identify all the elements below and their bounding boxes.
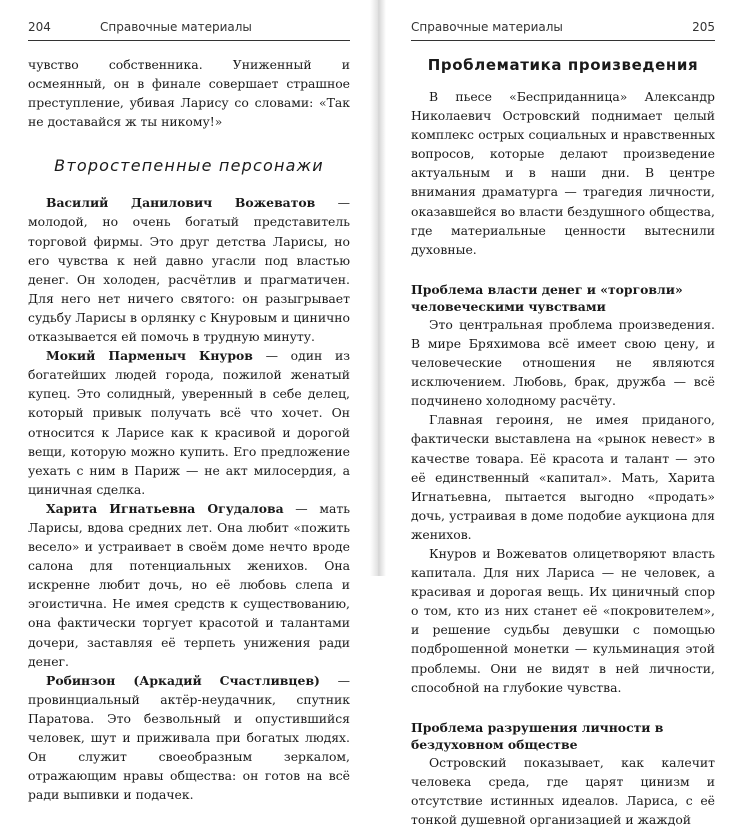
- running-title: Справочные материалы: [411, 20, 563, 34]
- page-number: 205: [692, 20, 715, 34]
- character-description: — провинциальный актёр-неудачник, спутник Паратова. Это безвольный и опустившийся человек, шут и приживала при богатых людях. Он служит своеобразным зеркалом, отражающим нравы общества: он готов на всё ради выпивки и подачек.: [28, 672, 350, 803]
- character-name: Василий Данилович Вожеватов: [46, 195, 316, 211]
- character-name: Харита Игнатьевна Огудалова: [46, 500, 284, 516]
- character-entry: [28, 193, 350, 346]
- body-paragraph: Это центральная проблема произведения. В мире Бряхимова всё имеет свою цену, и человеческие отношения не являются исключением. Любовь, брак, дружба — всё подчинено холодному расчёту.: [411, 316, 715, 409]
- character-name: Робинзон (Аркадий Счастливцев): [46, 672, 320, 688]
- left-page-content: [28, 55, 350, 804]
- section-title: Проблематика произведения: [427, 56, 699, 74]
- left-page-header: [28, 20, 350, 36]
- body-paragraph: Кнуров и Вожеватов олицетворяют власть капитала. Для них Лариса — не человек, а красивая и дорогая вещь. Их циничный спор о том, кто из них станет её «покровителем», и решение судьбы девушки с помощью подброшенной монетки — кульминация этой проблемы. Они не видят в ней личности, способной на глубокие чувства.: [411, 545, 715, 695]
- section-title: Второстепенные персонажи: [54, 156, 324, 176]
- character-description: — мать Ларисы, вдова средних лет. Она любит «пожить весело» и устраивает в своём доме нечто вроде салона для потенциальных женихов. Она искренне любит дочь, но её любовь слепа и эгоистична. Не имея средств к существованию, она фактически торгует красотой и талантами дочери, заставляя её терпеть унижения ради денег.: [28, 500, 350, 669]
- body-paragraph: Островский показывает, как калечит человека среда, где царят цинизм и отсутствие истинных идеалов. Лариса, с её тонкой душевной организацией и жаждой: [411, 754, 715, 827]
- page-number: 204: [28, 20, 51, 34]
- intro-paragraph: чувство собственника. Униженный и осмеянный, он в финале совершает страшное преступление, убивая Ларису со словами: «Так не доставайся ж ты никому!»: [28, 57, 350, 130]
- character-entry: [28, 346, 350, 499]
- intro-paragraph: В пьесе «Бесприданница» Александр Николаевич Островский поднимает целый комплекс острых социальных и нравственных вопросов, которые делают произведение актуальным и в наши дни. В центре внимания драматурга — трагедия личности, оказавшейся во власти бездушного общества, где материальные ценности вытеснили духовные.: [411, 89, 715, 257]
- subsection-heading: Проблема разрушения личности в бездуховном обществе: [411, 719, 664, 752]
- body-paragraph: Главная героиня, не имея приданого, фактически выставлена на «рынок невест» в качестве товара. Её красота и талант — это её единственный «капитал». Мать, Харита Игнатьевна, пытается выгодно «продать» дочь, устраивая в доме подобие аукциона для женихов.: [411, 412, 715, 542]
- left-page: [0, 0, 372, 803]
- running-title: Справочные материалы: [100, 20, 252, 34]
- header-rule: [28, 40, 350, 41]
- character-description: — один из богатейших людей города, пожилой женатый купец. Это солидный, уверенный в себе делец, который привык получать всё что хочет. Он относится к Ларисе как к красивой и дорогой вещи, которую можно купить. Его предложение уехать с ним в Париж — не акт милосердия, а циничная сделка.: [28, 348, 350, 497]
- character-name: Мокий Парменыч Кнуров: [46, 348, 253, 364]
- character-entry: [28, 499, 350, 671]
- character-entry: [28, 671, 350, 805]
- right-page-content: [411, 55, 715, 829]
- subsection-heading: Проблема власти денег и «торговли» человеческими чувствами: [411, 281, 683, 314]
- header-rule: [411, 40, 715, 41]
- right-page: [383, 0, 750, 827]
- character-description: — молодой, но очень богатый представитель торговой фирмы. Это друг детства Ларисы, но его чувства к ней давно угасли под властью денег. Он холоден, расчётлив и прагматичен. Для него нет ничего святого: он разыгрывает судьбу Ларисы в орлянку с Кнуровым и цинично отказывается ей помочь в трудную минуту.: [28, 195, 350, 345]
- right-page-header: [411, 20, 715, 36]
